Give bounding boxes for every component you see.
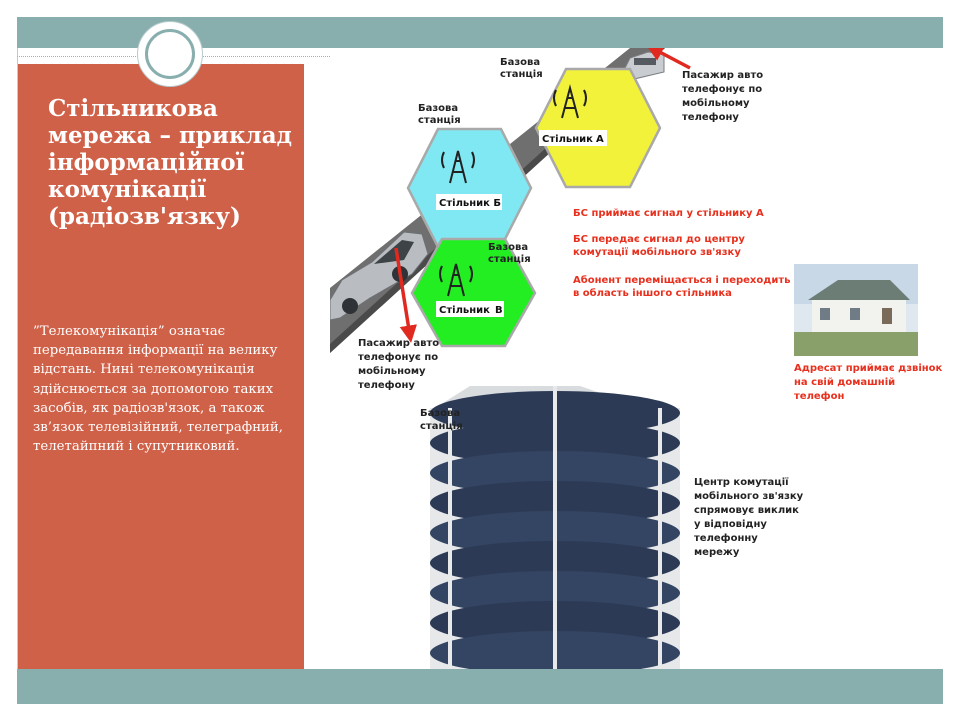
receiver-line: Адресат приймає дзвінок [794, 363, 943, 374]
slide-title: Стільникова мережа – приклад інформаційної комунікації (радіозв'язку) [48, 95, 293, 230]
switch-center-line: у відповідну [694, 519, 767, 530]
slide-body-text: ”Телекомунікація” означає передавання інформації на велику відстань. Нині телекомунікація здійснюється за допомогою таких засобів, як радіозв'язок, а також зв’язок телевізійний, телеграфний, телетайпний і супутниковий. [33, 324, 284, 455]
decorative-circle-ring [145, 29, 195, 79]
passenger-top-line: Пасажир авто [682, 70, 764, 81]
step-2-text: БС передає сигнал до центру [573, 234, 745, 245]
base-station-left-label: Базова [418, 103, 459, 114]
step-3-text: в область іншого стільника [573, 288, 732, 299]
base-station-top-label-2: станція [500, 69, 543, 80]
house-image [794, 264, 918, 356]
step-2-text: комутації мобільного зв'язку [573, 247, 741, 258]
switch-center-text [694, 476, 804, 558]
receiver-line: телефон [794, 391, 845, 402]
switch-center-line: мобільного зв'язку [694, 491, 804, 502]
passenger-top-line: телефону [682, 112, 739, 123]
passenger-top-text [682, 70, 763, 123]
cell-b-label: Стільник Б [439, 198, 502, 209]
cell-a-letter: А [596, 134, 604, 145]
cell-a-hexagon [536, 69, 660, 187]
base-station-mid-label-2: станція [488, 254, 531, 265]
passenger-bottom-line: телефонує по [358, 352, 439, 363]
switch-center-line: спрямовує виклик [694, 505, 799, 516]
passenger-bottom-line: Пасажир авто [358, 338, 440, 349]
passenger-bottom-text [358, 338, 439, 391]
cell-v-label: Стільник [439, 305, 490, 316]
base-station-left-label-2: станція [418, 115, 461, 126]
passenger-top-line: мобільному [682, 98, 750, 109]
step-1-text: БС приймає сигнал у стільнику А [573, 208, 764, 219]
passenger-bottom-line: телефону [358, 380, 415, 391]
receiver-line: на свій домашній [794, 377, 896, 388]
cell-a-label: Стільник [542, 134, 593, 145]
step-3-text: Абонент переміщається і переходить [573, 275, 791, 286]
passenger-bottom-line: мобільному [358, 366, 426, 377]
tower-base-station-label-2: станція [420, 421, 463, 432]
tower-base-station-label: Базова [420, 408, 461, 419]
cell-v-letter: В [495, 305, 503, 316]
receiver-text [794, 363, 943, 402]
switch-center-line: телефонну [694, 533, 758, 544]
base-station-top-label: Базова [500, 57, 541, 68]
tower-image [430, 386, 680, 669]
cellular-network-diagram [330, 48, 943, 669]
bottom-bar [17, 669, 943, 704]
passenger-top-line: телефонує по [682, 84, 763, 95]
base-station-mid-label: Базова [488, 242, 529, 253]
switch-center-line: мережу [694, 547, 740, 558]
switch-center-line: Центр комутації [694, 477, 789, 488]
step-descriptions [573, 208, 790, 299]
